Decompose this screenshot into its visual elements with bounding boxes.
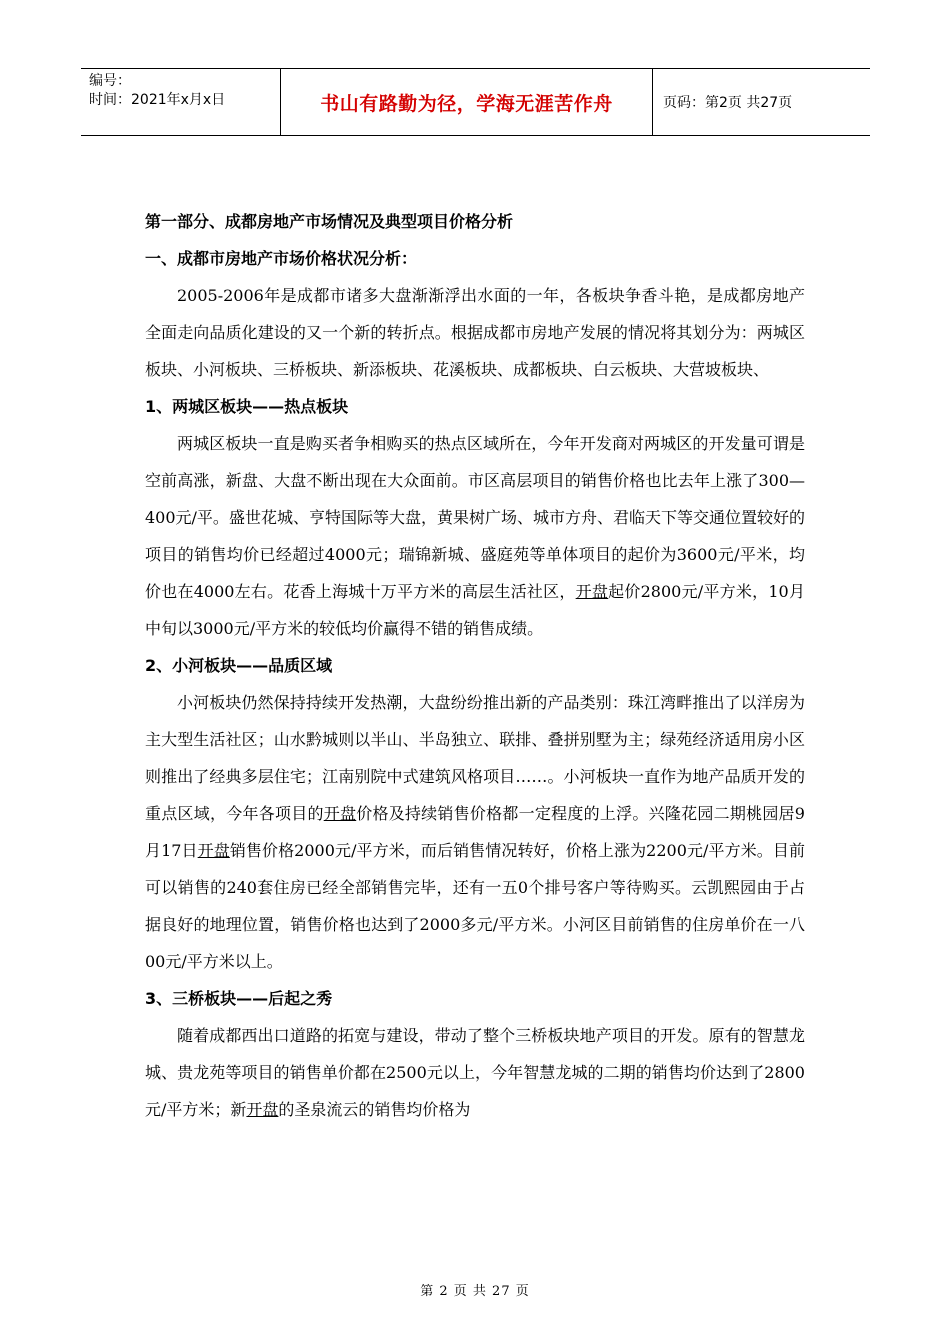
header-motto: 书山有路勤为径，学海无涯苦作舟	[281, 69, 653, 135]
paragraph-1	[145, 425, 805, 647]
paragraph-1-text-a: 两城区板块一直是购买者争相购买的热点区域所在，今年开发商对两城区的开发量可谓是空前高涨，新盘、大盘不断出现在大众面前。市区高层项目的销售价格也比去年上涨了300—400元/平。盛世花城、亨特国际等大盘，黄果树广场、城市方舟、君临天下等交通位置较好的项目的销售均价已经超过4000元；瑞锦新城、盛庭苑等单体项目的起价为3600元/平米，均价也在4000左右。花香上海城十万平方米的高层生活社区，	[145, 434, 805, 601]
document-body	[145, 203, 805, 1128]
section-title: 一、成都市房地产市场价格状况分析：	[145, 249, 418, 268]
paragraph-3-text-a: 随着成都西出口道路的拓宽与建设，带动了整个三桥板块地产项目的开发。原有的智慧龙城、贵龙苑等项目的销售单价都在2500元以上，今年智慧龙城的二期的销售均价达到了2800元/平方米；新	[145, 1026, 805, 1119]
header-table	[81, 68, 870, 136]
paragraph-2	[145, 684, 805, 980]
number-label: 编号：	[89, 73, 131, 89]
heading-1: 1、两城区板块——热点板块	[145, 397, 349, 416]
part-title: 第一部分、成都房地产市场情况及典型项目价格分析	[145, 212, 514, 231]
link-kaipan[interactable]: 开盘	[246, 1100, 279, 1119]
intro-paragraph: 2005-2006年是成都市诸多大盘渐渐浮出水面的一年，各板块争香斗艳，是成都房地产全面走向品质化建设的又一个新的转折点。根据成都市房地产发展的情况将其划分为：两城区板块、小河板块、三桥板块、新添板块、花溪板块、成都板块、白云板块、大营坡板块、	[145, 286, 805, 379]
link-kaipan[interactable]: 开盘	[197, 841, 230, 860]
paragraph-2-text-b: 价格及持续销售价格都一定程度的上浮。兴隆花园二期桃园居9月17日	[145, 804, 805, 860]
time-label: 时间：2021年x月x日	[89, 92, 226, 108]
link-kaipan[interactable]: 开盘	[575, 582, 609, 601]
paragraph-1-text-b: 起价2800元/平方米，10月中旬以3000元/平方米的较低均价赢得不错的销售成绩。	[145, 582, 805, 638]
page-footer: 第 2 页 共 27 页	[420, 1284, 530, 1299]
heading-3: 3、三桥板块——后起之秀	[145, 989, 333, 1008]
paragraph-3	[145, 1017, 805, 1128]
paragraph-2-text-c: 销售价格2000元/平方米，而后销售情况转好，价格上涨为2200元/平方米。目前可以销售的240套住房已经全部销售完毕，还有一五0个排号客户等待购买。云凯熙园由于占据良好的地理位置，销售价格也达到了2000多元/平方米。小河区目前销售的住房单价在一八00元/平方米以上。	[145, 841, 805, 971]
header-page-info: 页码：第2页 共27页	[663, 95, 793, 111]
heading-2: 2、小河板块——品质区域	[145, 656, 333, 675]
paragraph-2-text-a: 小河板块仍然保持持续开发热潮，大盘纷纷推出新的产品类别：珠江湾畔推出了以洋房为主大型生活社区；山水黔城则以半山、半岛独立、联排、叠拼别墅为主；绿苑经济适用房小区则推出了经典多层住宅；江南别院中式建筑风格项目……。小河板块一直作为地产品质开发的重点区域，今年各项目的	[145, 693, 805, 823]
header-meta-cell	[81, 69, 281, 135]
link-kaipan[interactable]: 开盘	[323, 804, 357, 823]
paragraph-3-text-b: 的圣泉流云的销售均价格为	[278, 1100, 471, 1119]
